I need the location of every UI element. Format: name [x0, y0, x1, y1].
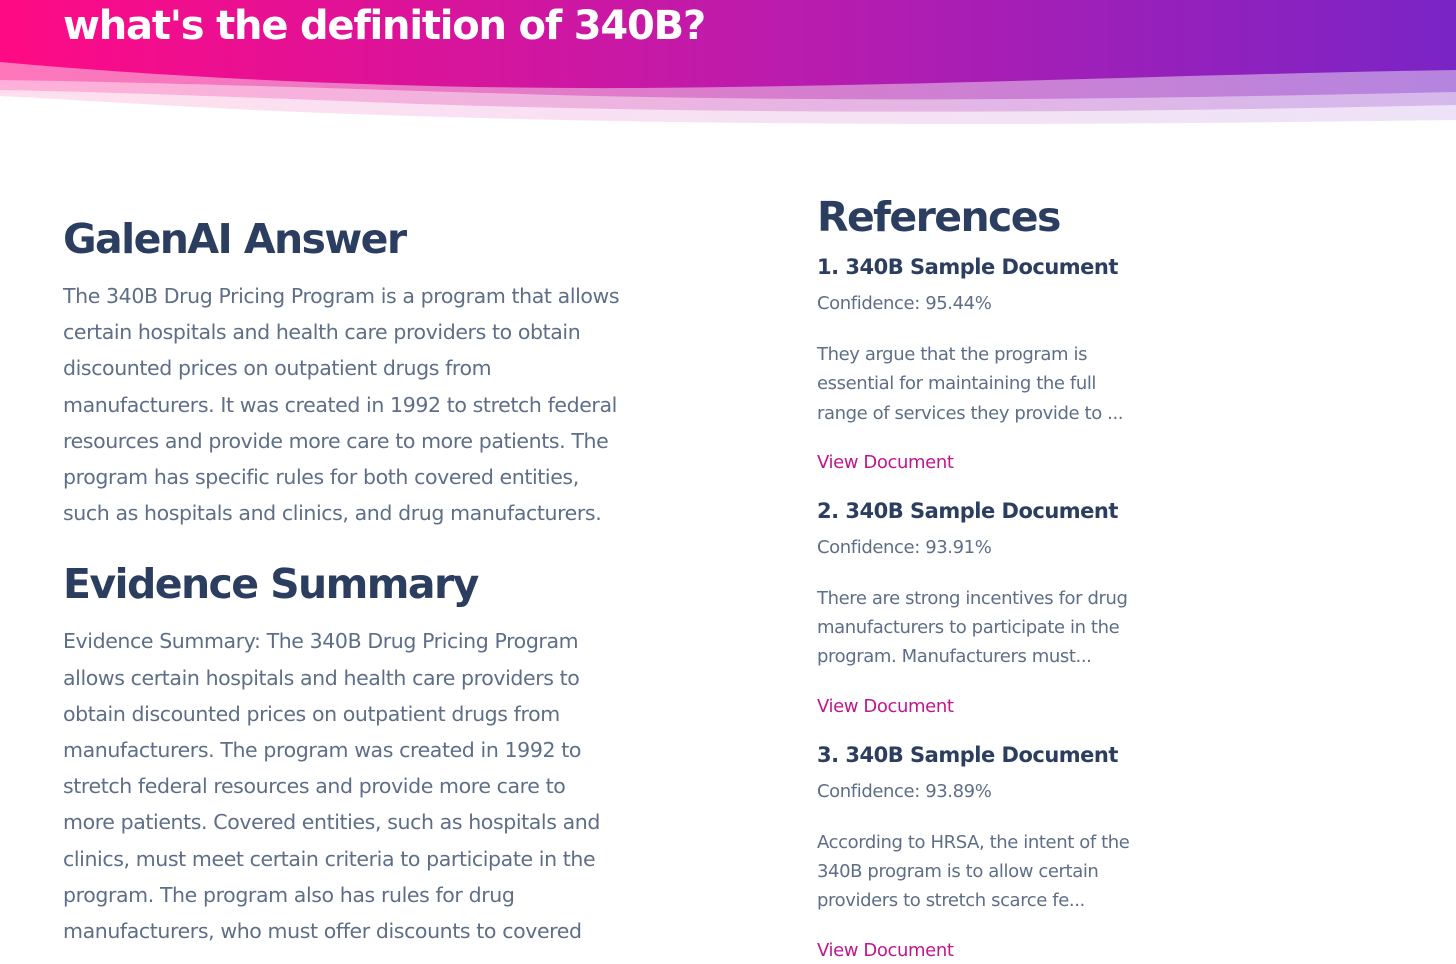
answer-line: The 340B Drug Pricing Program is a program that allows [63, 284, 620, 308]
reference-item [817, 252, 1177, 476]
evidence-line: allows certain hospitals and health care providers to [63, 665, 580, 690]
evidence-line: Evidence Summary: The 340B Drug Pricing Program [63, 629, 579, 654]
hero-header [0, 0, 1456, 130]
reference-title: 3. 340B Sample Document [817, 742, 1118, 767]
answer-text [63, 278, 653, 531]
evidence-heading: Evidence Summary [63, 560, 478, 609]
answer-line: resources and provide more care to more patients. The [63, 428, 609, 453]
references-heading: References [817, 193, 1060, 241]
reference-confidence: Confidence: 93.91% [817, 536, 992, 558]
answer-line: such as hospitals and clinics, and drug manufacturers. [63, 501, 602, 526]
snippet-line: manufacturers to participate in the [817, 617, 1120, 639]
evidence-line: more patients. Covered entities, such as hospitals and [63, 810, 600, 835]
snippet-line: They argue that the program is [817, 344, 1088, 365]
evidence-line: program. The program also has rules for drug [63, 882, 515, 907]
evidence-line: manufacturers, who must offer discounts to covered [63, 919, 582, 944]
snippet-line: program. Manufacturers must... [817, 646, 1092, 668]
answer-heading: GalenAI Answer [63, 215, 406, 263]
view-document-link[interactable]: View Document [817, 695, 954, 717]
evidence-line: stretch federal resources and provide more care to [63, 774, 566, 799]
snippet-line: providers to stretch scarce fe... [817, 890, 1085, 912]
answer-line: certain hospitals and health care providers to obtain [63, 320, 581, 345]
evidence-text [63, 623, 653, 949]
answer-line: program has specific rules for both covered entities, [63, 465, 579, 490]
answer-line: discounted prices on outpatient drugs from [63, 356, 492, 381]
reference-item [817, 496, 1177, 720]
snippet-line: There are strong incentives for drug [817, 587, 1128, 609]
reference-snippet [817, 828, 1177, 916]
evidence-line: manufacturers. The program was created in 1992 to [63, 738, 581, 763]
reference-item [817, 740, 1177, 964]
reference-snippet [817, 340, 1177, 428]
answer-line: manufacturers. It was created in 1992 to stretch federal [63, 392, 617, 417]
reference-snippet [817, 584, 1177, 672]
reference-title: 2. 340B Sample Document [817, 498, 1118, 523]
evidence-line: obtain discounted prices on outpatient drugs from [63, 701, 560, 726]
reference-confidence: Confidence: 95.44% [817, 293, 992, 314]
question-title: what's the definition of 340B? [63, 3, 705, 49]
view-document-link[interactable]: View Document [817, 451, 954, 473]
answer-column [63, 212, 653, 949]
snippet-line: According to HRSA, the intent of the [817, 831, 1130, 853]
references-column [817, 190, 1177, 964]
snippet-line: range of services they provide to ... [817, 402, 1124, 424]
reference-title: 1. 340B Sample Document [817, 255, 1118, 279]
evidence-line: clinics, must meet certain criteria to participate in the [63, 846, 596, 871]
snippet-line: essential for maintaining the full [817, 373, 1097, 395]
reference-confidence: Confidence: 93.89% [817, 780, 992, 802]
view-document-link[interactable]: View Document [817, 939, 954, 961]
snippet-line: 340B program is to allow certain [817, 861, 1099, 883]
